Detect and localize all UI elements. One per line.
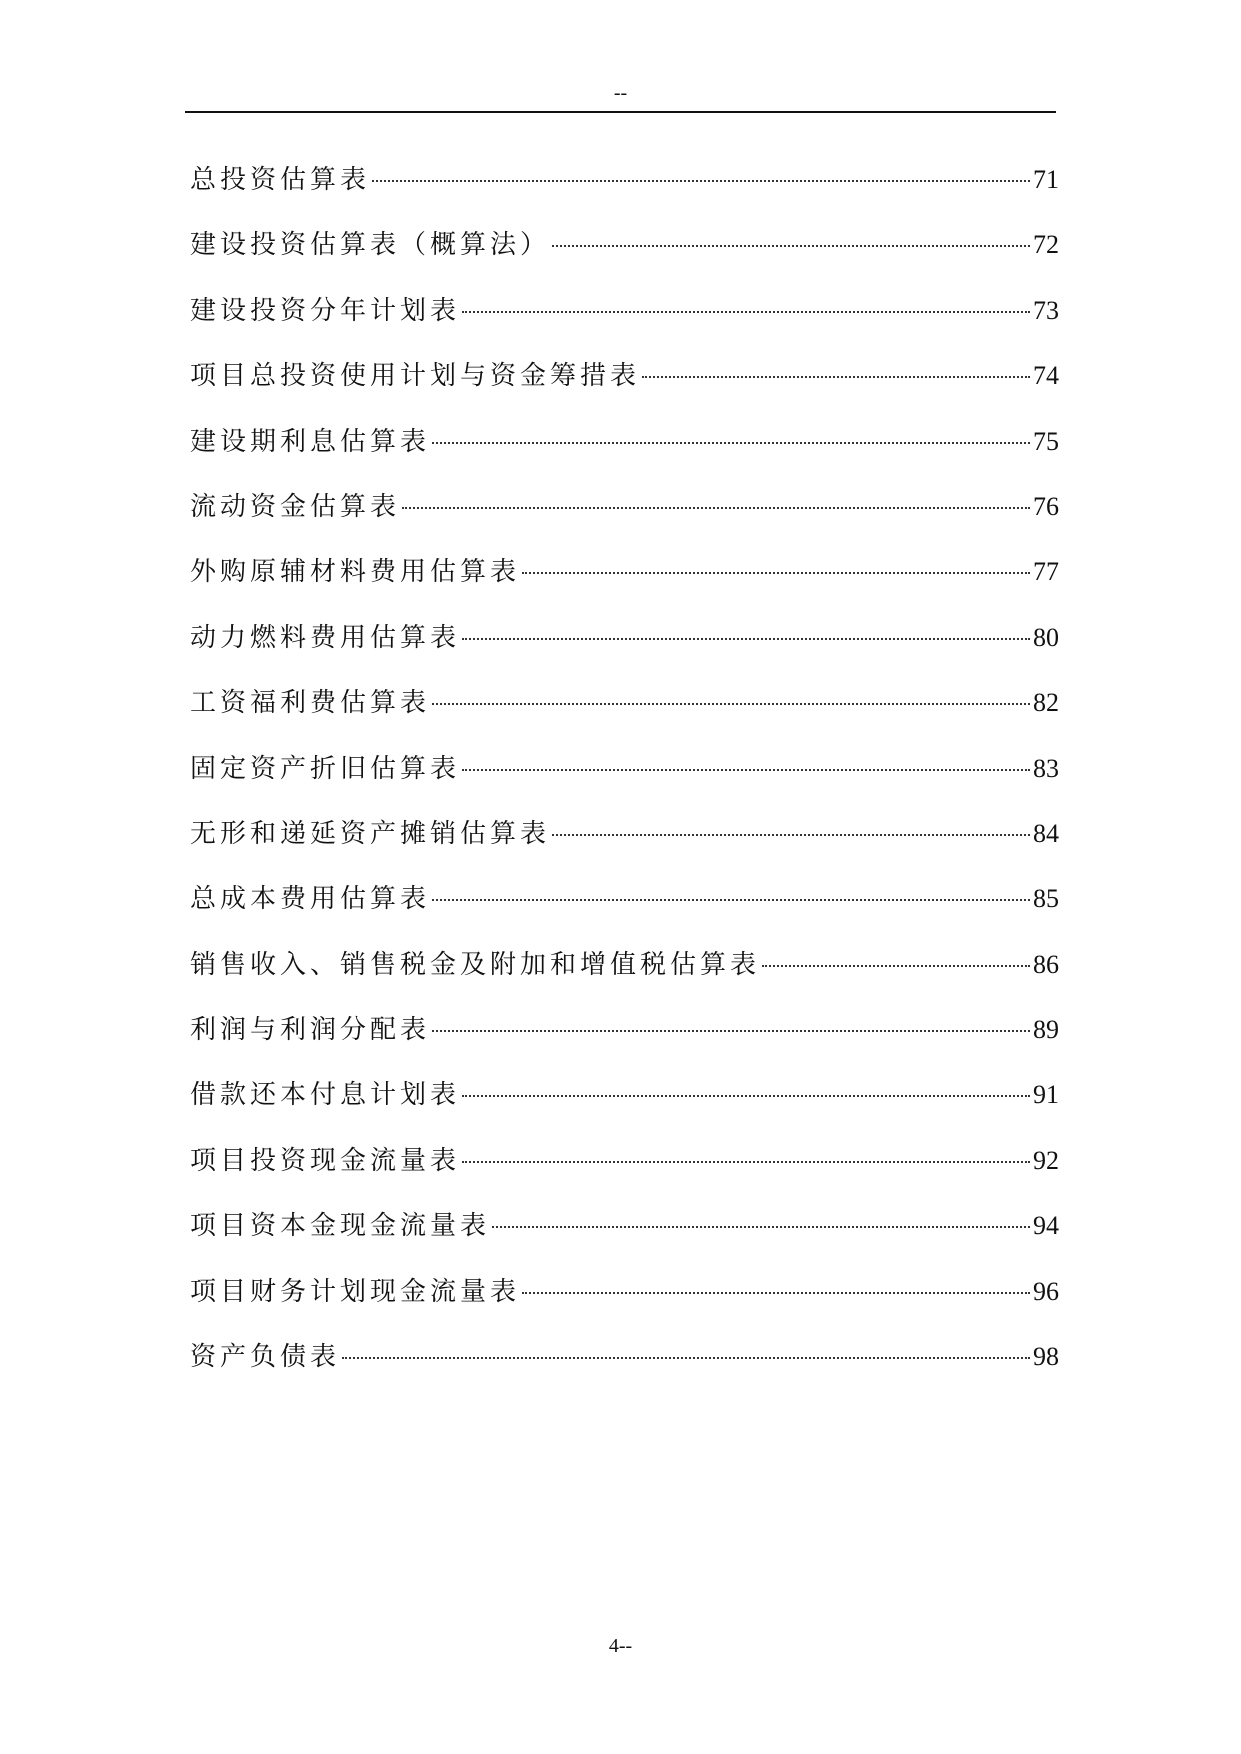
toc-entry-title: 建设期利息估算表 <box>190 426 431 457</box>
toc-entry-title: 工资福利费估算表 <box>190 688 431 719</box>
toc-leader-dots <box>372 180 1030 182</box>
toc-entry[interactable] <box>190 1075 1059 1140</box>
toc-entry-page: 85 <box>1033 884 1059 914</box>
toc-leader-dots <box>522 1292 1030 1294</box>
toc-entry[interactable] <box>190 1337 1059 1402</box>
toc-entry-page: 71 <box>1033 165 1059 194</box>
toc-entry-page: 96 <box>1033 1276 1059 1306</box>
toc-leader-dots <box>642 376 1030 378</box>
toc-entry[interactable] <box>190 814 1059 879</box>
toc-entry-title: 项目投资现金流量表 <box>190 1145 461 1176</box>
toc-entry[interactable] <box>190 552 1059 617</box>
toc-leader-dots <box>462 1161 1030 1163</box>
toc-entry-page: 98 <box>1033 1342 1059 1372</box>
toc-leader-dots <box>432 442 1030 444</box>
toc-entry-title: 资产负债表 <box>190 1342 341 1373</box>
toc-entry-page: 86 <box>1033 949 1059 979</box>
toc-entry-title: 建设投资估算表（概算法） <box>190 230 551 261</box>
toc-entry[interactable] <box>190 618 1059 683</box>
toc-leader-dots <box>432 703 1030 705</box>
toc-entry-title: 总成本费用估算表 <box>190 884 431 915</box>
toc-entry-page: 72 <box>1033 230 1059 260</box>
toc-entry[interactable] <box>190 1141 1059 1206</box>
toc-entry-page: 84 <box>1033 818 1059 848</box>
toc-entry[interactable] <box>190 422 1059 487</box>
toc-leader-dots <box>462 1095 1030 1097</box>
toc-entry-title: 固定资产折旧估算表 <box>190 753 461 784</box>
toc-leader-dots <box>432 899 1030 901</box>
header-mark: -- <box>613 82 628 104</box>
toc-entry-page: 74 <box>1033 361 1059 391</box>
toc-entry-title: 项目财务计划现金流量表 <box>190 1276 521 1307</box>
toc-entry-page: 73 <box>1033 295 1059 325</box>
toc-entry-page: 80 <box>1033 622 1059 652</box>
toc-leader-dots <box>462 769 1030 771</box>
toc-entry[interactable] <box>190 1206 1059 1271</box>
toc-entry-title: 利润与利润分配表 <box>190 1015 431 1046</box>
toc-entry[interactable] <box>190 945 1059 1010</box>
toc-entry-title: 外购原辅材料费用估算表 <box>190 557 521 588</box>
toc-entry-title: 总投资估算表 <box>190 165 371 195</box>
toc-entry-page: 83 <box>1033 753 1059 783</box>
page-header <box>185 82 1056 114</box>
toc-entry[interactable] <box>190 683 1059 748</box>
toc-entry-title: 销售收入、销售税金及附加和增值税估算表 <box>190 949 761 980</box>
toc-entry[interactable] <box>190 1272 1059 1337</box>
toc-entry-page: 89 <box>1033 1015 1059 1045</box>
toc-leader-dots <box>462 638 1030 640</box>
toc-entry[interactable] <box>190 487 1059 552</box>
toc-entry[interactable] <box>190 749 1059 814</box>
toc-entry-page: 77 <box>1033 557 1059 587</box>
toc-entry-title: 无形和递延资产摊销估算表 <box>190 818 551 849</box>
toc-entry-title: 建设投资分年计划表 <box>190 295 461 326</box>
toc-entry-page: 91 <box>1033 1080 1059 1110</box>
toc-leader-dots <box>552 245 1030 247</box>
toc-leader-dots <box>432 1030 1030 1032</box>
toc-entry[interactable] <box>190 291 1059 356</box>
toc-entry-page: 94 <box>1033 1211 1059 1241</box>
toc-entry[interactable] <box>190 879 1059 944</box>
toc-entry[interactable] <box>190 1010 1059 1075</box>
toc-leader-dots <box>342 1357 1030 1359</box>
toc-leader-dots <box>402 507 1030 509</box>
header-rule <box>185 111 1056 113</box>
toc-entry-title: 借款还本付息计划表 <box>190 1080 461 1111</box>
toc-entry[interactable] <box>190 356 1059 421</box>
toc-entry[interactable] <box>190 160 1059 225</box>
toc-entry-page: 92 <box>1033 1145 1059 1175</box>
toc-entry-title: 项目总投资使用计划与资金筹措表 <box>190 361 641 392</box>
toc-leader-dots <box>552 834 1030 836</box>
toc-leader-dots <box>492 1226 1030 1228</box>
page-number-footer: 4-- <box>608 1635 633 1657</box>
toc-entry-page: 75 <box>1033 426 1059 456</box>
toc-leader-dots <box>462 311 1030 313</box>
toc-leader-dots <box>522 572 1030 574</box>
toc-entry-page: 82 <box>1033 688 1059 718</box>
toc-entry-title: 项目资本金现金流量表 <box>190 1211 491 1242</box>
toc-leader-dots <box>762 965 1030 967</box>
toc-entry[interactable] <box>190 225 1059 290</box>
toc-entry-page: 76 <box>1033 491 1059 521</box>
table-of-contents <box>190 160 1059 1402</box>
toc-entry-title: 动力燃料费用估算表 <box>190 622 461 653</box>
toc-entry-title: 流动资金估算表 <box>190 491 401 522</box>
